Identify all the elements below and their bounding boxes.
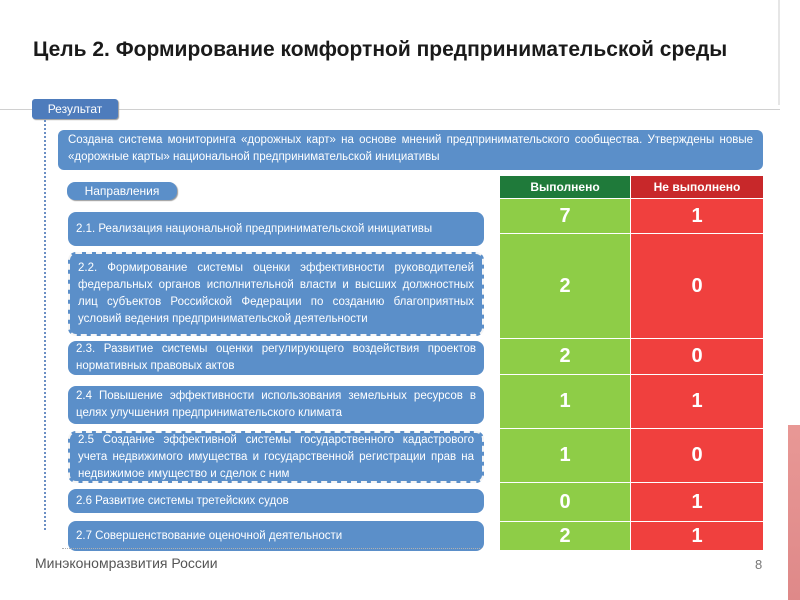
cell-done-2-7: 2 [500, 522, 630, 550]
cell-done-2-1: 7 [500, 199, 630, 233]
result-text-box: Создана система мониторинга «дорожных карт» на основе мнений предпринимательского сообщества. Утверждены новые «дорожные карты» национальной предпринимательской инициативы [58, 130, 763, 170]
direction-item-2-1: 2.1. Реализация национальной предпринимательской инициативы [68, 212, 484, 246]
result-badge: Результат [32, 99, 118, 119]
cell-not-done-2-7: 1 [631, 522, 763, 550]
footer-divider [62, 548, 482, 549]
direction-item-2-3: 2.3. Развитие системы оценки регулирующего воздействия проектов нормативных правовых актов [68, 341, 484, 375]
cell-done-2-4: 1 [500, 375, 630, 428]
cell-done-2-2: 2 [500, 234, 630, 338]
cell-done-2-5: 1 [500, 429, 630, 482]
header-done: Выполнено [500, 176, 630, 198]
direction-item-2-6: 2.6 Развитие системы третейских судов [68, 489, 484, 513]
cell-not-done-2-4: 1 [631, 375, 763, 428]
page-number: 8 [755, 557, 763, 572]
page-title: Цель 2. Формирование комфортной предпринимательской среды [33, 38, 728, 61]
right-border-line [778, 0, 780, 105]
direction-item-2-2: 2.2. Формирование системы оценки эффективности руководителей федеральных органов исполнительной власти и высших должностных лиц субъектов Российской Федерации по созданию благоприятных условий ведения предпринимательской деятельности [68, 252, 484, 336]
header-not-done: Не выполнено [631, 176, 763, 198]
dotted-connector [44, 120, 46, 530]
direction-item-2-7: 2.7 Совершенствование оценочной деятельности [68, 521, 484, 551]
cell-done-2-3: 2 [500, 339, 630, 374]
cell-not-done-2-1: 1 [631, 199, 763, 233]
direction-item-2-5: 2.5 Создание эффективной системы государственного кадастрового учета недвижимого имущества и государственной регистрации прав на недвижимое имущество и сделок с ним [68, 431, 484, 483]
cell-done-2-6: 0 [500, 483, 630, 521]
right-edge-decoration [788, 425, 800, 600]
direction-item-2-4: 2.4 Повышение эффективности использования земельных ресурсов в целях улучшения предпринимательского климата [68, 386, 484, 424]
directions-badge: Направления [67, 182, 177, 200]
cell-not-done-2-3: 0 [631, 339, 763, 374]
cell-not-done-2-2: 0 [631, 234, 763, 338]
cell-not-done-2-5: 0 [631, 429, 763, 482]
ministry-name: Минэкономразвития России [35, 555, 218, 571]
cell-not-done-2-6: 1 [631, 483, 763, 521]
